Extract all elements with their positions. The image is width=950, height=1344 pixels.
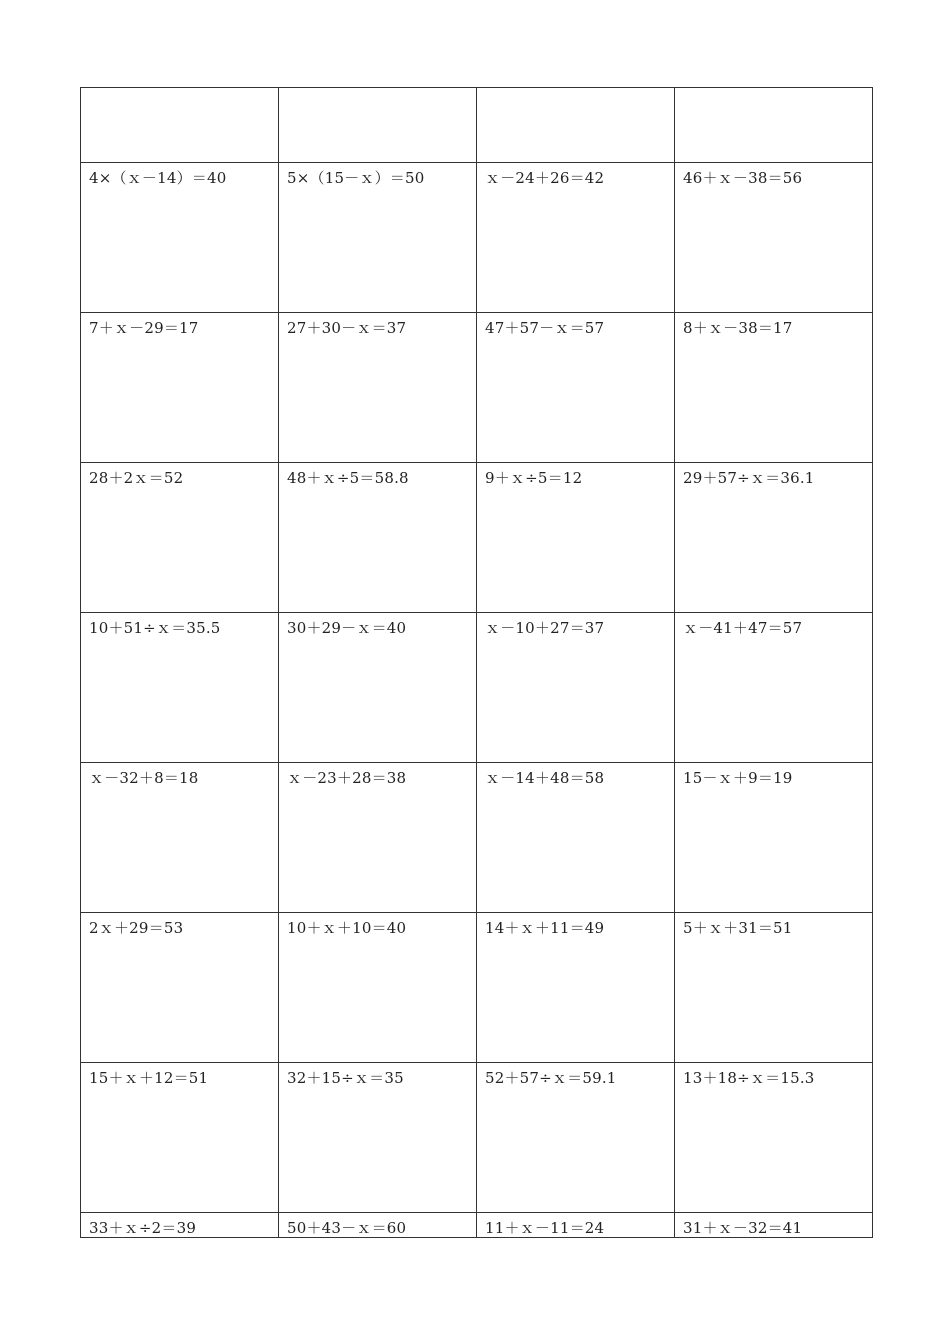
equation-cell xyxy=(675,1063,873,1213)
equation-text: 2ｘ＋29＝53 xyxy=(89,919,184,937)
equation-row xyxy=(81,463,873,613)
equation-cell xyxy=(279,163,477,313)
equation-cell xyxy=(81,613,279,763)
equation-text: 31＋ｘ－32＝41 xyxy=(683,1219,803,1237)
blank-header-row xyxy=(81,88,873,163)
equation-text: ｘ－14＋48＝58 xyxy=(485,769,605,787)
equation-cell xyxy=(279,763,477,913)
equation-cell xyxy=(477,463,675,613)
equation-text: 13＋18÷ｘ＝15.3 xyxy=(683,1069,815,1087)
blank-cell xyxy=(279,88,477,163)
equation-cell xyxy=(477,163,675,313)
equation-text: 52＋57÷ｘ＝59.1 xyxy=(485,1069,617,1087)
equation-text: 28＋2ｘ＝52 xyxy=(89,469,184,487)
equation-row xyxy=(81,613,873,763)
equation-row-partial xyxy=(81,1213,873,1238)
equation-text: 10＋51÷ｘ＝35.5 xyxy=(89,619,221,637)
equation-row xyxy=(81,763,873,913)
equation-cell xyxy=(279,463,477,613)
equation-text: 4×（ｘ－14）＝40 xyxy=(89,169,227,187)
equation-text: 46＋ｘ－38＝56 xyxy=(683,169,803,187)
equation-cell xyxy=(675,913,873,1063)
equation-cell xyxy=(675,463,873,613)
blank-cell xyxy=(477,88,675,163)
equation-cell xyxy=(81,763,279,913)
equation-text: 11＋ｘ－11＝24 xyxy=(485,1219,605,1237)
equation-text: ｘ－10＋27＝37 xyxy=(485,619,605,637)
equation-cell xyxy=(477,1213,675,1238)
equation-text: 8＋ｘ－38＝17 xyxy=(683,319,793,337)
equation-cell xyxy=(477,313,675,463)
equation-text: 27＋30－ｘ＝37 xyxy=(287,319,407,337)
equation-cell xyxy=(81,1213,279,1238)
equation-cell xyxy=(81,163,279,313)
equation-cell xyxy=(477,613,675,763)
equation-cell xyxy=(675,613,873,763)
equation-text: 10＋ｘ＋10＝40 xyxy=(287,919,407,937)
equation-cell xyxy=(279,313,477,463)
equation-row xyxy=(81,913,873,1063)
equation-text: 47＋57－ｘ＝57 xyxy=(485,319,605,337)
equation-cell xyxy=(477,913,675,1063)
equation-row xyxy=(81,163,873,313)
equation-cell xyxy=(81,463,279,613)
equation-text: 15＋ｘ＋12＝51 xyxy=(89,1069,209,1087)
equation-cell xyxy=(279,913,477,1063)
equation-text: 5×（15－ｘ）＝50 xyxy=(287,169,425,187)
equation-text: 29＋57÷ｘ＝36.1 xyxy=(683,469,815,487)
equation-cell xyxy=(81,1063,279,1213)
equation-cell xyxy=(279,613,477,763)
equation-text: 50＋43－ｘ＝60 xyxy=(287,1219,407,1237)
equation-text: ｘ－24＋26＝42 xyxy=(485,169,605,187)
equation-cell xyxy=(279,1063,477,1213)
equation-cell xyxy=(675,163,873,313)
equation-text: 30＋29－ｘ＝40 xyxy=(287,619,407,637)
equation-cell xyxy=(477,1063,675,1213)
equation-text: 7＋ｘ－29＝17 xyxy=(89,319,199,337)
equation-text: 33＋ｘ÷2＝39 xyxy=(89,1219,197,1237)
equation-text: ｘ－41＋47＝57 xyxy=(683,619,803,637)
equation-cell xyxy=(477,763,675,913)
equation-row xyxy=(81,1063,873,1213)
equation-text: 48＋ｘ÷5＝58.8 xyxy=(287,469,409,487)
equation-cell xyxy=(81,313,279,463)
blank-cell xyxy=(81,88,279,163)
equation-cell xyxy=(81,913,279,1063)
equation-text: 32＋15÷ｘ＝35 xyxy=(287,1069,404,1087)
equation-text: 9＋ｘ÷5＝12 xyxy=(485,469,583,487)
blank-cell xyxy=(675,88,873,163)
equation-text: ｘ－32＋8＝18 xyxy=(89,769,199,787)
equation-cell xyxy=(279,1213,477,1238)
equation-row xyxy=(81,313,873,463)
equation-cell xyxy=(675,313,873,463)
equation-worksheet-table xyxy=(80,87,873,1238)
equation-cell xyxy=(675,763,873,913)
equation-text: 14＋ｘ＋11＝49 xyxy=(485,919,605,937)
equation-text: 15－ｘ＋9＝19 xyxy=(683,769,793,787)
equation-text: ｘ－23＋28＝38 xyxy=(287,769,407,787)
equation-cell xyxy=(675,1213,873,1238)
equation-text: 5＋ｘ＋31＝51 xyxy=(683,919,793,937)
